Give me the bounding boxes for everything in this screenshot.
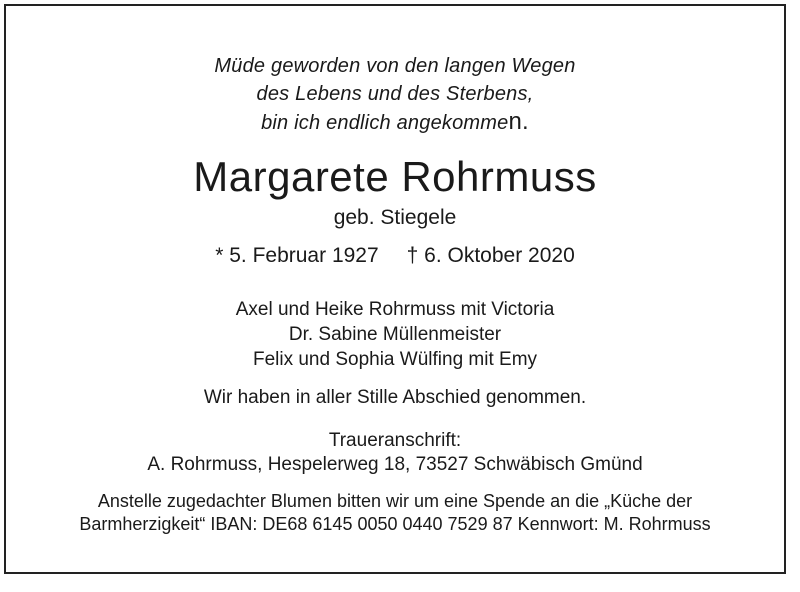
mourner-line: Felix und Sophia Wülfing mit Emy xyxy=(252,349,538,370)
mourner-line: Dr. Sabine Müllenmeister xyxy=(288,324,502,345)
condolence-label: Traueranschrift: xyxy=(328,430,462,451)
verse-line-3-end: n. xyxy=(508,108,529,135)
mourners-list xyxy=(6,297,784,372)
farewell-text: Wir haben in aller Stille Abschied genommen. xyxy=(203,387,587,408)
condolence-address: A. Rohrmuss, Hespelerweg 18, 73527 Schwäbisch Gmünd xyxy=(147,454,643,475)
condolence-section xyxy=(6,429,784,477)
obituary-notice-frame xyxy=(4,4,786,574)
life-dates xyxy=(6,243,784,269)
verse-line-1: Müde geworden von den langen Wegen xyxy=(214,55,576,77)
donation-line-2: Barmherzigkeit“ IBAN: DE68 6145 0050 0440 7529 87 Kennwort: M. Rohrmuss xyxy=(79,514,711,534)
obituary-content xyxy=(6,6,784,536)
verse-line-3 xyxy=(6,108,784,137)
maiden-name: geb. Stiegele xyxy=(333,206,457,229)
mourner-line: Axel und Heike Rohrmuss mit Victoria xyxy=(235,299,555,320)
memorial-verse xyxy=(6,52,784,137)
deceased-name: Margarete Rohrmuss xyxy=(193,153,597,200)
birth-date: * 5. Februar 1927 xyxy=(215,244,379,267)
verse-line-2: des Lebens und des Sterbens, xyxy=(256,83,534,105)
donation-line-1: Anstelle zugedachter Blumen bitten wir um eine Spende an die „Küche der xyxy=(97,491,693,511)
donation-section xyxy=(6,490,784,536)
verse-line-3-main: bin ich endlich angekomme xyxy=(261,112,509,134)
death-date: † 6. Oktober 2020 xyxy=(406,244,575,267)
